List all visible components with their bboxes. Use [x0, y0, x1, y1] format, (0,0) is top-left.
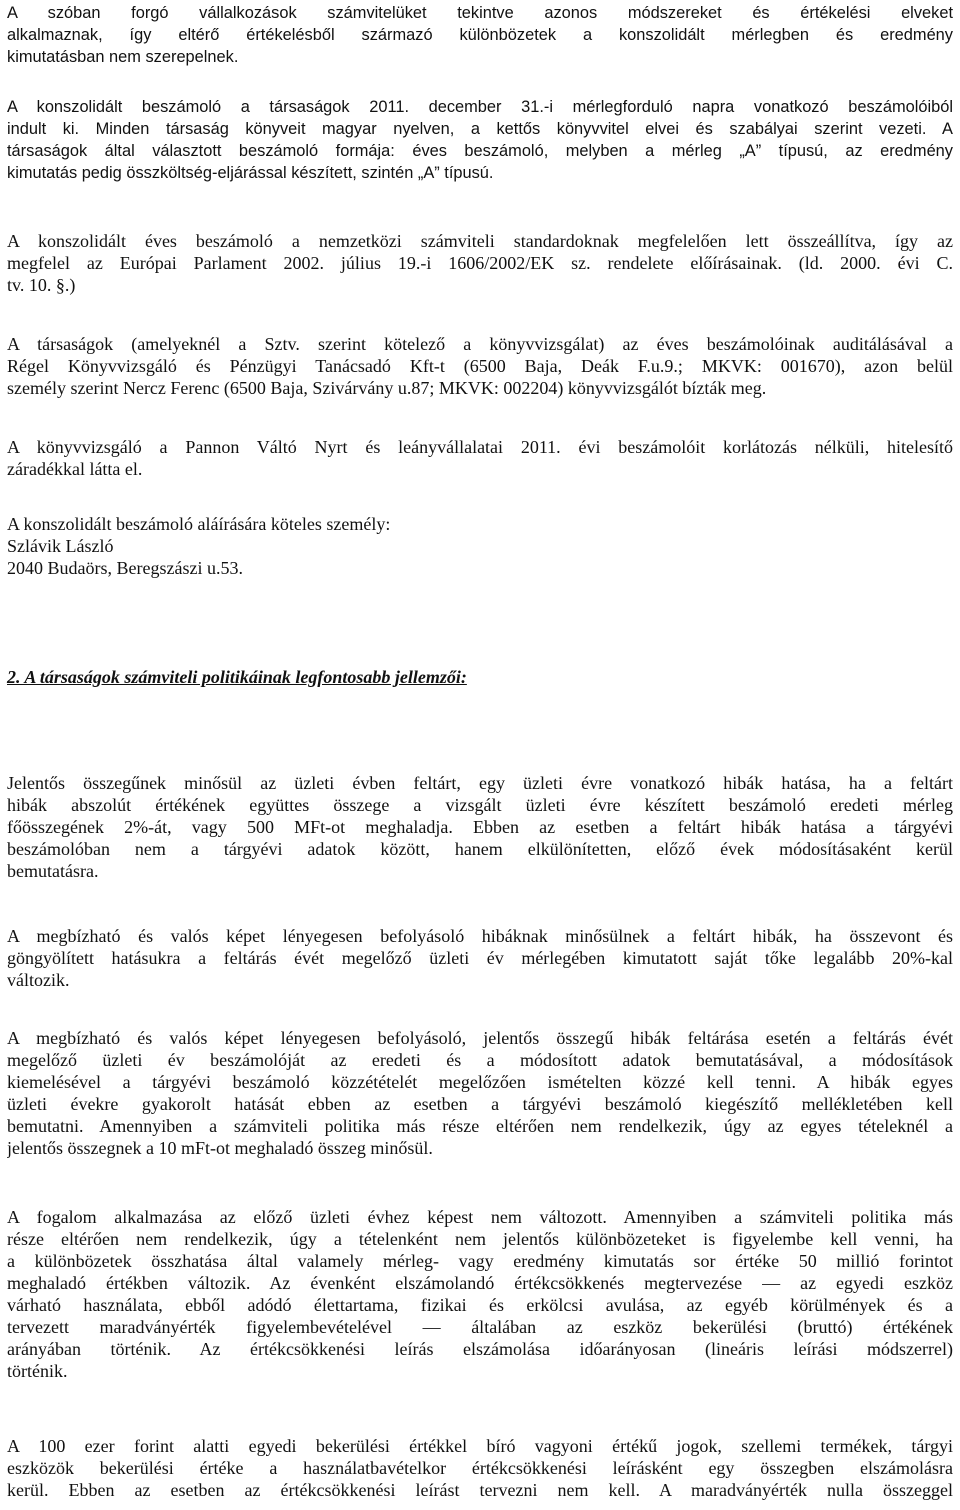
text-line: A konszolidált éves beszámoló a nemzetközi számviteli standardoknak megfelelően lett összeállítva, így az	[7, 231, 953, 251]
text-line: várható használata, ebből adódó élettartama, fizikai és erkölcsi avulása, az egyéb körülmények és a	[7, 1295, 953, 1315]
text-line: meghaladó értékben változik. Az évenként elszámolandó értékcsökkenés megtervezése — az egyedi eszköz	[7, 1273, 953, 1293]
text-line: kerül. Ebben az esetben az értékcsökkenési leírást tervezni nem kell. A maradványérték nulla összeggel	[7, 1480, 953, 1500]
text-line: beszámolóban nem a tárgyévi adatok között, hanem elkülönítetten, előző évek módosításaként kerül	[7, 839, 953, 859]
text-line: kiemelésével a tárgyévi beszámoló közzétételét megelőzően ismételten közzé kell tenni. A hibák egyes	[7, 1072, 953, 1092]
text-line: bemutatni. Amennyiben a számviteli politika más része eltérően nem rendelkezik, úgy az egyes tételeknél a	[7, 1116, 953, 1136]
text-line: A szóban forgó vállalkozások számvitelüket tekintve azonos módszereket és értékelési elveket	[7, 4, 953, 22]
text-line: kimutatás pedig összköltség-eljárással készített, szintén „A” típusú.	[7, 164, 494, 182]
text-line: arányában történik. Az értékcsökkenési leírás elszámolása időarányosan (lineáris leírási módszerrel)	[7, 1339, 953, 1359]
paragraph-material-errors	[7, 925, 953, 991]
paragraph-signatory	[7, 513, 953, 579]
paragraph-consolidated-report-basis	[7, 96, 953, 184]
text-line: záradékkal látta el.	[7, 459, 143, 479]
paragraph-audit-opinion	[7, 436, 953, 480]
text-line: személy szerint Nercz Ferenc (6500 Baja, Szivárvány u.87; MKVK: 002204) könyvvizsgálót bízták meg.	[7, 378, 767, 398]
text-line: göngyölített hatásukra a feltárás évét megelőző üzleti év mérlegében kimutatott saját tőke legalább 20%-kal	[7, 948, 953, 968]
text-line: A konszolidált beszámoló aláírására köteles személy:	[7, 514, 391, 534]
text-line: a különbözetek összhatása által valamely mérleg- vagy eredmény kimutatás sor értéke 50 millió forintot	[7, 1251, 953, 1271]
text-line: hibák abszolút értékének együttes összege a vizsgált üzleti évre készített beszámoló eredeti mérleg	[7, 795, 953, 815]
text-line: bemutatásra.	[7, 861, 99, 881]
paragraph-low-value-assets	[7, 1435, 953, 1501]
text-line: indult ki. Minden társaság könyveit magyar nyelven, a kettős könyvvitel elvei és szabályai szerint vezeti. A	[7, 120, 953, 138]
text-line: megelőző üzleti év beszámolóját az eredeti és a módosított adatok bemutatásával, a módosítások	[7, 1050, 953, 1070]
section-heading: 2. A társaságok számviteli politikáinak legfontosabb jellemzői:	[7, 667, 467, 687]
text-line: megfelel az Európai Parlament 2002. július 19.-i 1606/2002/EK sz. rendelete előírásainak. (ld. 2000. évi C.	[7, 253, 953, 273]
text-line: kimutatásban nem szerepelnek.	[7, 48, 239, 66]
text-line: Jelentős összegűnek minősül az üzleti évben feltárt, egy üzleti évre vonatkozó hibák hatása, ha a feltárt	[7, 773, 953, 793]
text-line: főösszegének 2%-át, vagy 500 MFt-ot meghaladja. Ebben az esetben a feltárt hibák hatása a tárgyévi	[7, 817, 953, 837]
text-line: történik.	[7, 1361, 68, 1381]
paragraph-error-disclosure	[7, 1027, 953, 1159]
paragraph-significant-errors	[7, 772, 953, 882]
paragraph-auditor-appointment	[7, 333, 953, 399]
text-line: A könyvvizsgáló a Pannon Váltó Nyrt és leányvállalatai 2011. évi beszámolóit korlátozás nélküli, hitelesítő	[7, 437, 953, 457]
text-line: A konszolidált beszámoló a társaságok 2011. december 31.-i mérlegforduló napra vonatkozó beszámolóiból	[7, 98, 953, 116]
text-line: társaságok által választott beszámoló formája: éves beszámoló, melyben a mérleg „A” típusú, az eredmény	[7, 142, 953, 160]
text-line: A fogalom alkalmazása az előző üzleti évhez képest nem változott. Amennyiben a számviteli politika más	[7, 1207, 953, 1227]
text-line: A megbízható és valós képet lényegesen befolyásoló hibáknak minősülnek a feltárt hibák, ha összevont és	[7, 926, 953, 946]
text-line: jelentős összegnek a 10 mFt-ot meghaladó összeg minősül.	[7, 1138, 433, 1158]
signatory-address: 2040 Budaörs, Beregszászi u.53.	[7, 558, 243, 578]
text-line: Régel Könyvvizsgáló és Pénzügyi Tanácsadó Kft-t (6500 Baja, Deák F.u.9.; MKVK: 001670), azon belül	[7, 356, 953, 376]
text-line: alkalmaznak, így eltérő értékelésből származó különbözetek a konszolidált mérlegben és eredmény	[7, 26, 953, 44]
text-line: A társaságok (amelyeknél a Sztv. szerint kötelező a könyvvizsgálat) az éves beszámolóinak auditálásával a	[7, 334, 953, 354]
signatory-name: Szlávik László	[7, 536, 114, 556]
paragraph-ifrs-compliance	[7, 230, 953, 296]
text-line: eszközök bekerülési értéke a használatbavételkor értékcsökkenési leírásként egy összegben elszámolásra	[7, 1458, 953, 1478]
paragraph-depreciation-policy	[7, 1206, 953, 1382]
text-line: A megbízható és valós képet lényegesen befolyásoló, jelentős összegű hibák feltárása esetén a feltárás évét	[7, 1028, 953, 1048]
text-line: tervezett maradványérték figyelembevételével — általában az eszköz bekerülési (bruttó) értékének	[7, 1317, 953, 1337]
text-line: üzleti évekre gyakorolt hatását ebben az esetben a tárgyévi beszámoló kiegészítő mellékletében kell	[7, 1094, 953, 1114]
text-line: tv. 10. §.)	[7, 275, 76, 295]
paragraph-accounting-methods	[7, 2, 953, 68]
text-line: változik.	[7, 970, 70, 990]
text-line: A 100 ezer forint alatti egyedi bekerülési értékkel bíró vagyoni értékű jogok, szellemi termékek, tárgyi	[7, 1436, 953, 1456]
text-line: része eltérően nem rendelkezik, úgy a tételenként nem jelentős különbözeteket is figyelembe kell venni, ha	[7, 1229, 953, 1249]
